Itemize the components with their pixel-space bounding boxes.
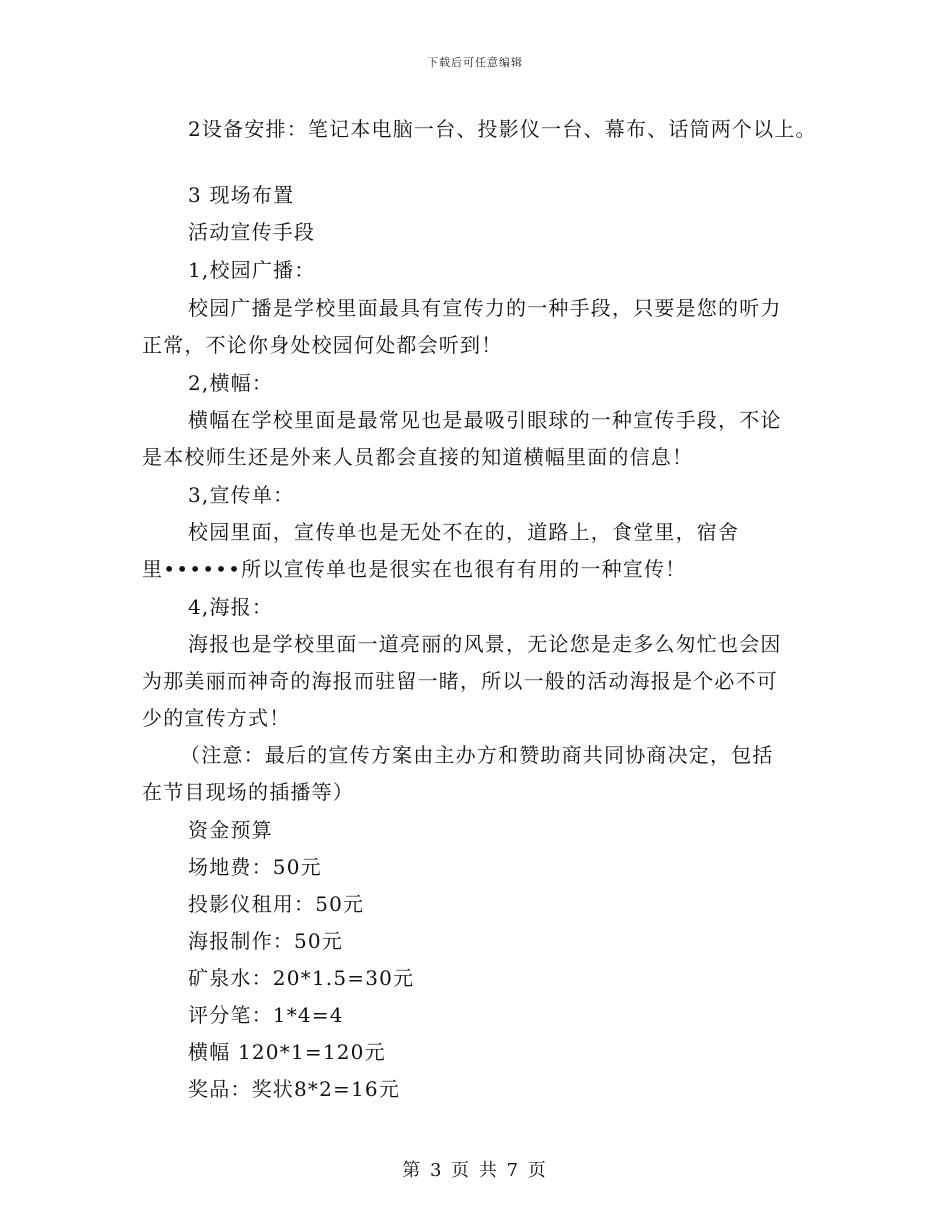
paragraph-line: 是本校师生还是外来人员都会直接的知道横幅里面的信息！ (142, 445, 694, 469)
budget-item: 评分笔：1*4=4 (188, 1003, 344, 1027)
paragraph-line: 横幅在学校里面是最常见也是最吸引眼球的一种宣传手段，不论 (188, 408, 782, 432)
budget-item: 海报制作：50元 (188, 929, 344, 953)
item-heading-banner: 2,横幅： (188, 371, 274, 395)
paragraph-line: 少的宣传方式！ (142, 706, 291, 730)
budget-item: 横幅 120*1=120元 (188, 1040, 386, 1064)
paragraph-line: 为那美丽而神奇的海报而驻留一睹，所以一般的活动海报是个必不可 (142, 669, 778, 693)
page-header: 下载后可任意编辑 (427, 56, 523, 69)
paragraph-line: 校园广播是学校里面最具有宣传力的一种手段，只要是您的听力 (188, 296, 782, 320)
item-heading-flyer: 3,宣传单： (188, 483, 295, 507)
note-line: 在节目现场的插播等） (142, 780, 354, 804)
equipment-line: 2设备安排：笔记本电脑一台、投影仪一台、幕布、话筒两个以上。 (188, 117, 817, 141)
note-line: （注意：最后的宣传方案由主办方和赞助商共同协商决定，包括 (180, 743, 774, 767)
page-footer: 第 3 页 共 7 页 (402, 1160, 548, 1181)
budget-item: 矿泉水：20*1.5=30元 (188, 966, 415, 990)
item-heading-poster: 4,海报： (188, 595, 274, 619)
section-heading-venue: 3 现场布置 (188, 183, 295, 207)
budget-item: 奖品：奖状8*2=16元 (188, 1077, 401, 1101)
section-heading-promotion: 活动宣传手段 (188, 220, 316, 244)
paragraph-line: 里••••••所以宣传单也是很实在也很有有用的一种宣传！ (142, 557, 687, 581)
paragraph-line: 校园里面，宣传单也是无处不在的，道路上，食堂里，宿舍 (188, 520, 740, 544)
item-heading-broadcast: 1,校园广播： (188, 258, 316, 282)
budget-item: 投影仪租用：50元 (188, 892, 365, 916)
section-heading-budget: 资金预算 (188, 818, 273, 842)
paragraph-line: 正常，不论你身处校园何处都会听到！ (142, 333, 503, 357)
budget-item: 场地费：50元 (188, 855, 322, 879)
paragraph-line: 海报也是学校里面一道亮丽的风景，无论您是走多么匆忙也会因 (188, 632, 782, 656)
